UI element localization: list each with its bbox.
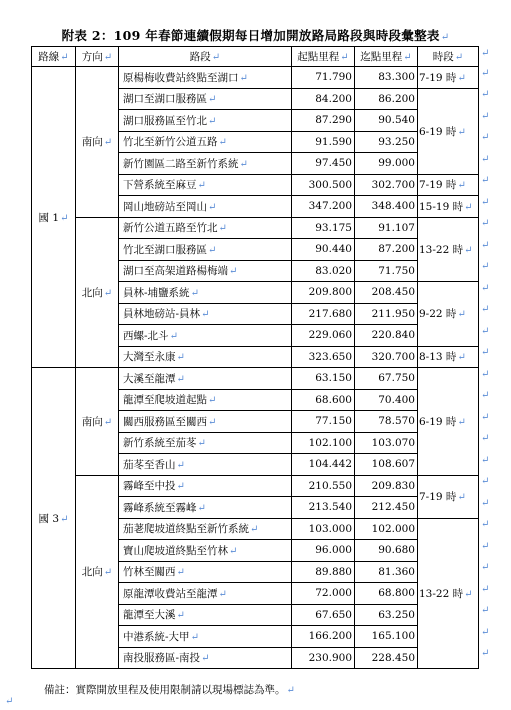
row-end-mark: ↵ — [481, 583, 490, 595]
row-end-mark: ↵ — [481, 67, 490, 79]
start-km-cell: 90.440 — [292, 239, 355, 261]
row-end-mark: ↵ — [481, 347, 490, 358]
end-km-cell: 90.680 — [355, 540, 418, 562]
start-km-cell: 71.790 — [292, 67, 355, 89]
table-row — [32, 67, 479, 89]
end-km-cell: 90.540 — [355, 110, 418, 132]
section-cell: 霧峰系統至霧峰↵ — [119, 497, 292, 519]
time-slot-cell: 7-19 時↵ — [418, 67, 479, 89]
row-end-mark: ↵ — [481, 411, 490, 423]
document-title: 附表 2：109 年春節連續假期每日增加開放路局路段與時段彙整表↵ — [61, 28, 450, 43]
time-slot-cell: 9-22 時↵ — [418, 282, 479, 347]
row-end-mark: ↵ — [481, 196, 490, 208]
end-km-cell: 348.400 — [355, 196, 418, 218]
table-row — [32, 475, 479, 497]
row-end-mark: ↵ — [481, 368, 490, 380]
route-cell-3: 國 3↵ — [32, 368, 76, 669]
route-cell-1: 國 1↵ — [32, 67, 76, 368]
row-end-mark: ↵ — [481, 626, 490, 638]
end-km-cell: 99.000 — [355, 153, 418, 175]
section-cell: 原楊梅收費站終點至湖口↵ — [119, 67, 292, 89]
direction-cell-1n: 北向↵ — [76, 217, 119, 368]
section-cell: 湖口至高架道路楊梅端↵ — [119, 260, 292, 282]
paragraph-mark: ↵ — [5, 696, 14, 707]
time-slot-cell: 6-19 時↵ — [418, 88, 479, 174]
end-km-cell: 78.570 — [355, 411, 418, 433]
time-slot-cell: 6-19 時↵ — [418, 368, 479, 476]
start-km-cell: 97.450 — [292, 153, 355, 175]
end-km-cell: 103.070 — [355, 432, 418, 454]
row-end-mark: ↵ — [481, 239, 490, 251]
end-km-cell: 212.450 — [355, 497, 418, 519]
start-km-cell: 103.000 — [292, 518, 355, 540]
end-km-cell: 70.400 — [355, 389, 418, 411]
section-cell: 湖口至湖口服務區↵ — [119, 88, 292, 110]
row-end-mark: ↵ — [481, 47, 490, 59]
row-end-mark: ↵ — [481, 132, 490, 143]
section-cell: 大溪至龍潭↵ — [119, 368, 292, 390]
start-km-cell: 67.650 — [292, 604, 355, 626]
row-end-mark: ↵ — [481, 497, 490, 509]
section-cell: 西螺-北斗↵ — [119, 325, 292, 347]
end-km-cell: 63.250 — [355, 604, 418, 626]
end-km-cell: 102.000 — [355, 518, 418, 540]
header-end-km: 迄點里程↵ — [355, 47, 418, 67]
direction-cell-3s: 南向↵ — [76, 368, 119, 476]
start-km-cell: 217.680 — [292, 303, 355, 325]
end-km-cell: 208.450 — [355, 282, 418, 304]
end-km-cell: 83.300 — [355, 67, 418, 89]
table-row — [32, 368, 479, 390]
row-end-mark: ↵ — [481, 605, 490, 616]
section-cell: 南投服務區-南投↵ — [119, 647, 292, 669]
time-slot-cell: 7-19 時↵ — [418, 174, 479, 196]
end-km-cell: 108.607 — [355, 454, 418, 476]
row-end-mark: ↵ — [481, 325, 490, 337]
end-km-cell: 93.250 — [355, 131, 418, 153]
time-slot-cell: 13-22 時↵ — [418, 518, 479, 669]
start-km-cell: 104.442 — [292, 454, 355, 476]
section-cell: 霧峰至中投↵ — [119, 475, 292, 497]
section-cell: 龍潭至爬坡道起點↵ — [119, 389, 292, 411]
start-km-cell: 77.150 — [292, 411, 355, 433]
header-start-km: 起點里程↵ — [292, 47, 355, 67]
header-route: 路線↵ — [32, 47, 76, 67]
start-km-cell: 210.550 — [292, 475, 355, 497]
end-km-cell: 220.840 — [355, 325, 418, 347]
section-cell: 員林地磅站-員林↵ — [119, 303, 292, 325]
row-end-mark: ↵ — [481, 175, 490, 186]
row-end-mark: ↵ — [481, 562, 490, 573]
section-cell: 寶山爬坡道終點至竹林↵ — [119, 540, 292, 562]
row-end-mark: ↵ — [481, 454, 490, 466]
row-end-mark: ↵ — [481, 89, 490, 100]
end-km-cell: 209.830 — [355, 475, 418, 497]
end-km-cell: 68.800 — [355, 583, 418, 605]
row-end-mark: ↵ — [481, 648, 490, 659]
section-cell: 員林-埔鹽系統↵ — [119, 282, 292, 304]
section-cell: 中港系統-大甲↵ — [119, 626, 292, 648]
start-km-cell: 166.200 — [292, 626, 355, 648]
section-cell: 竹北至新竹公道五路↵ — [119, 131, 292, 153]
section-cell: 新竹公道五路至竹北↵ — [119, 217, 292, 239]
row-end-mark: ↵ — [481, 218, 490, 229]
header-section: 路段↵ — [119, 47, 292, 67]
footnote: 備註：實際開放里程及使用限制請以現場標誌為準。↵ — [44, 684, 295, 696]
row-end-mark: ↵ — [481, 153, 490, 165]
section-cell: 竹林至關西↵ — [119, 561, 292, 583]
row-end-mark: ↵ — [481, 390, 490, 401]
direction-cell-3n: 北向↵ — [76, 475, 119, 669]
section-cell: 茄苳至香山↵ — [119, 454, 292, 476]
start-km-cell: 213.540 — [292, 497, 355, 519]
schedule-table — [31, 46, 479, 669]
time-slot-cell: 13-22 時↵ — [418, 217, 479, 282]
start-km-cell: 93.175 — [292, 217, 355, 239]
section-cell: 原龍潭收費站至龍潭↵ — [119, 583, 292, 605]
start-km-cell: 72.000 — [292, 583, 355, 605]
start-km-cell: 84.200 — [292, 88, 355, 110]
row-end-mark: ↵ — [481, 540, 490, 552]
time-slot-cell: 8-13 時↵ — [418, 346, 479, 368]
start-km-cell: 229.060 — [292, 325, 355, 347]
header-time-slot: 時段↵ — [418, 47, 479, 67]
row-end-mark: ↵ — [481, 476, 490, 487]
start-km-cell: 102.100 — [292, 432, 355, 454]
section-cell: 下營系統至麻豆↵ — [119, 174, 292, 196]
section-cell: 新竹園區二路至新竹系統↵ — [119, 153, 292, 175]
row-end-mark: ↵ — [481, 304, 490, 315]
row-end-mark: ↵ — [481, 110, 490, 122]
start-km-cell: 87.290 — [292, 110, 355, 132]
section-cell: 茄荖爬坡道終點至新竹系統↵ — [119, 518, 292, 540]
start-km-cell: 96.000 — [292, 540, 355, 562]
header-direction: 方向↵ — [76, 47, 119, 67]
start-km-cell: 89.880 — [292, 561, 355, 583]
end-km-cell: 211.950 — [355, 303, 418, 325]
section-cell: 岡山地磅站至岡山↵ — [119, 196, 292, 218]
end-km-cell: 81.360 — [355, 561, 418, 583]
start-km-cell: 91.590 — [292, 131, 355, 153]
start-km-cell: 300.500 — [292, 174, 355, 196]
row-end-mark: ↵ — [481, 519, 490, 530]
section-cell: 關西服務區至關西↵ — [119, 411, 292, 433]
end-km-cell: 302.700 — [355, 174, 418, 196]
end-km-cell: 228.450 — [355, 647, 418, 669]
table-row — [32, 217, 479, 239]
end-km-cell: 67.750 — [355, 368, 418, 390]
end-km-cell: 71.750 — [355, 260, 418, 282]
end-km-cell: 86.200 — [355, 88, 418, 110]
end-km-cell: 87.200 — [355, 239, 418, 261]
start-km-cell: 230.900 — [292, 647, 355, 669]
direction-cell-1s: 南向↵ — [76, 67, 119, 218]
section-cell: 湖口服務區至竹北↵ — [119, 110, 292, 132]
time-slot-cell: 7-19 時↵ — [418, 475, 479, 518]
section-cell: 竹北至湖口服務區↵ — [119, 239, 292, 261]
section-cell: 新竹系統至茄苳↵ — [119, 432, 292, 454]
start-km-cell: 347.200 — [292, 196, 355, 218]
end-km-cell: 165.100 — [355, 626, 418, 648]
start-km-cell: 83.020 — [292, 260, 355, 282]
section-cell: 龍潭至大溪↵ — [119, 604, 292, 626]
header-row — [32, 47, 479, 67]
row-end-mark: ↵ — [481, 261, 490, 272]
row-end-mark: ↵ — [481, 433, 490, 444]
start-km-cell: 68.600 — [292, 389, 355, 411]
start-km-cell: 323.650 — [292, 346, 355, 368]
start-km-cell: 209.800 — [292, 282, 355, 304]
time-slot-cell: 15-19 時↵ — [418, 196, 479, 218]
end-km-cell: 320.700 — [355, 346, 418, 368]
end-km-cell: 91.107 — [355, 217, 418, 239]
row-end-mark: ↵ — [481, 282, 490, 294]
section-cell: 大灣至永康↵ — [119, 346, 292, 368]
start-km-cell: 63.150 — [292, 368, 355, 390]
